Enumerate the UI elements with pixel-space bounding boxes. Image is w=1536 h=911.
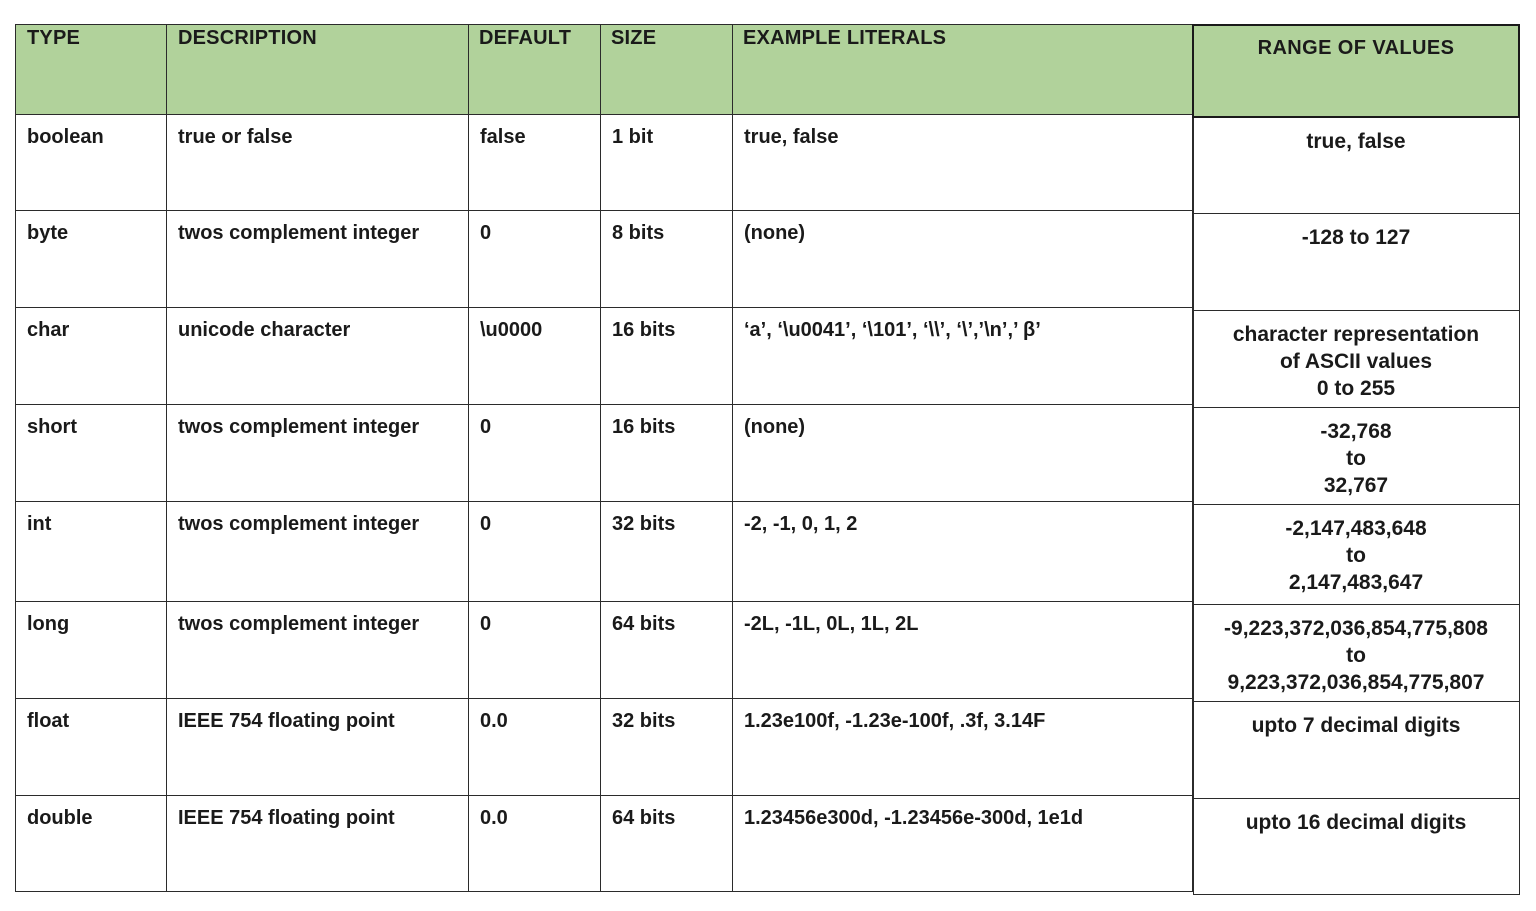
cell-size: 64 bits: [601, 602, 733, 699]
cell-description: IEEE 754 floating point: [167, 796, 469, 892]
cell-default: 0: [469, 405, 601, 502]
cell-range: [1193, 798, 1519, 894]
cell-example-literals: -2, -1, 0, 1, 2: [733, 502, 1193, 602]
table-row: [16, 115, 1193, 211]
range-line: true, false: [1306, 130, 1406, 153]
cell-size: 32 bits: [601, 699, 733, 796]
table-row: [16, 502, 1193, 602]
table-row: [16, 796, 1193, 892]
range-row: [1193, 504, 1519, 604]
cell-range: [1193, 310, 1519, 407]
cell-size: 8 bits: [601, 211, 733, 308]
header-range-of-values: RANGE OF VALUES: [1193, 25, 1519, 117]
cell-size: 1 bit: [601, 115, 733, 211]
cell-size: 16 bits: [601, 405, 733, 502]
cell-type: double: [16, 796, 167, 892]
cell-type: float: [16, 699, 167, 796]
range-line: to: [1346, 543, 1366, 567]
cell-default: 0: [469, 502, 601, 602]
table-row: [16, 602, 1193, 699]
cell-example-literals: 1.23456e300d, -1.23456e-300d, 1e1d: [733, 796, 1193, 892]
cell-description: unicode character: [167, 308, 469, 405]
cell-example-literals: (none): [733, 405, 1193, 502]
cell-example-literals: (none): [733, 211, 1193, 308]
range-line: character representation: [1232, 322, 1480, 346]
cell-size: 64 bits: [601, 796, 733, 892]
cell-type: char: [16, 308, 167, 405]
table-row: [16, 405, 1193, 502]
range-line: upto 16 decimal digits: [1245, 810, 1467, 834]
cell-description: true or false: [167, 115, 469, 211]
cell-range: [1193, 504, 1519, 604]
header-type: TYPE: [16, 25, 167, 115]
data-types-table: [15, 24, 1193, 892]
cell-type: boolean: [16, 115, 167, 211]
header-default: DEFAULT: [469, 25, 601, 115]
range-line: 32,767: [1323, 473, 1389, 497]
cell-type: long: [16, 602, 167, 699]
range-row: [1193, 701, 1519, 798]
range-line: -128 to 127: [1301, 225, 1411, 249]
cell-example-literals: ‘a’, ‘\u0041’, ‘\101’, ‘\\’, ‘\’,’\n’,’ β’: [733, 308, 1193, 405]
cell-default: 0.0: [469, 699, 601, 796]
cell-default: false: [469, 115, 601, 211]
range-row: [1193, 310, 1519, 407]
cell-example-literals: true, false: [733, 115, 1193, 211]
range-row: [1193, 604, 1519, 701]
cell-default: 0: [469, 211, 601, 308]
header-size: SIZE: [601, 25, 733, 115]
range-line: -9,223,372,036,854,775,808: [1224, 616, 1488, 640]
cell-description: twos complement integer: [167, 405, 469, 502]
cell-description: twos complement integer: [167, 602, 469, 699]
header-description: DESCRIPTION: [167, 25, 469, 115]
cell-type: short: [16, 405, 167, 502]
table-row: [16, 699, 1193, 796]
cell-range: [1193, 604, 1519, 701]
cell-description: twos complement integer: [167, 211, 469, 308]
cell-size: 16 bits: [601, 308, 733, 405]
cell-range: [1193, 117, 1519, 213]
cell-example-literals: -2L, -1L, 0L, 1L, 2L: [733, 602, 1193, 699]
cell-size: 32 bits: [601, 502, 733, 602]
cell-default: \u0000: [469, 308, 601, 405]
range-line: upto 7 decimal digits: [1251, 713, 1461, 737]
cell-range: [1193, 407, 1519, 504]
cell-example-literals: 1.23e100f, -1.23e-100f, .3f, 3.14F: [733, 699, 1193, 796]
cell-range: [1193, 213, 1519, 310]
range-row: [1193, 798, 1519, 894]
cell-range: [1193, 701, 1519, 798]
range-row: [1193, 407, 1519, 504]
range-line: to: [1346, 446, 1366, 470]
range-line: 2,147,483,647: [1288, 570, 1424, 594]
range-line: of ASCII values: [1279, 349, 1433, 373]
cell-default: 0: [469, 602, 601, 699]
table-row: [16, 211, 1193, 308]
range-header-row: [1193, 25, 1519, 117]
cell-default: 0.0: [469, 796, 601, 892]
range-line: 9,223,372,036,854,775,807: [1227, 670, 1485, 694]
range-line: -32,768: [1320, 419, 1392, 443]
range-of-values-table: [1192, 24, 1520, 895]
range-line: -2,147,483,648: [1285, 516, 1427, 540]
range-row: [1193, 213, 1519, 310]
cell-description: twos complement integer: [167, 502, 469, 602]
cell-description: IEEE 754 floating point: [167, 699, 469, 796]
range-line: 0 to 255: [1316, 376, 1396, 400]
header-row: [16, 25, 1193, 115]
header-example-literals: EXAMPLE LITERALS: [733, 25, 1193, 115]
range-row: [1193, 117, 1519, 213]
cell-type: byte: [16, 211, 167, 308]
cell-type: int: [16, 502, 167, 602]
table-row: [16, 308, 1193, 405]
range-line: to: [1346, 643, 1366, 667]
